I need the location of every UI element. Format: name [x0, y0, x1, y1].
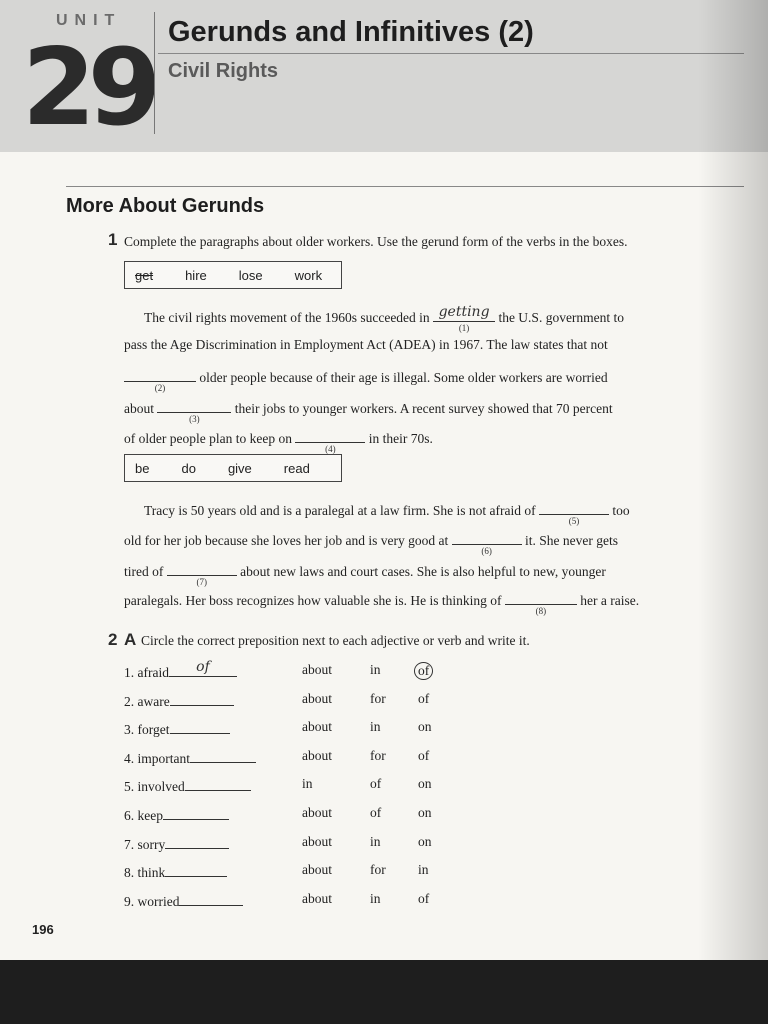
- word-box-2-word: be: [135, 460, 150, 476]
- answer-blank[interactable]: [169, 659, 237, 677]
- preposition-option[interactable]: on: [418, 805, 432, 820]
- blank-2[interactable]: [124, 367, 196, 393]
- p1-line-2: pass the Age Discrimination in Employment Act (ADEA) in 1967. The law states that not: [124, 337, 608, 352]
- title-rule: [158, 53, 744, 54]
- exercise-2-row: [124, 659, 444, 680]
- exercise-2-row: [124, 748, 444, 766]
- text: of older people plan to keep on: [124, 431, 292, 446]
- p2-line-4: [124, 590, 640, 616]
- word-box-1-word: get: [135, 267, 154, 283]
- preposition-option[interactable]: on: [418, 776, 432, 792]
- preposition-option[interactable]: about: [302, 690, 332, 706]
- preposition-option[interactable]: of: [418, 747, 430, 763]
- text: the U.S. government to: [498, 310, 625, 325]
- answer-text: of: [196, 659, 210, 675]
- preposition-option[interactable]: in: [370, 833, 381, 849]
- item-label: 2. aware: [124, 693, 170, 709]
- p1-line-5: [124, 428, 433, 454]
- exercise-2-row: [124, 719, 444, 737]
- exercise-2-row: [124, 891, 444, 909]
- exercise-1-number: 1: [108, 230, 118, 249]
- header-divider: [154, 12, 155, 134]
- word-box-2-word: read: [283, 460, 310, 476]
- answer-blank[interactable]: [163, 805, 229, 820]
- exercise-2-item: [124, 748, 256, 767]
- answer-blank[interactable]: [170, 719, 230, 734]
- exercise-2-row: [124, 862, 444, 880]
- preposition-option[interactable]: for: [370, 747, 386, 763]
- word-box-1-word: lose: [238, 267, 263, 283]
- answer-blank[interactable]: [190, 748, 256, 763]
- blank-number: (5): [568, 516, 580, 526]
- exercise-2-item: [124, 719, 230, 738]
- item-label: 8. think: [124, 865, 166, 881]
- p2-line-3: [124, 561, 606, 587]
- blank-number: (3): [189, 414, 200, 424]
- exercise-2-row: [124, 776, 444, 794]
- blank-number: (6): [481, 546, 492, 556]
- exercise-2-part: A: [124, 630, 137, 649]
- item-label: 4. important: [124, 750, 190, 766]
- blank-6[interactable]: [452, 530, 522, 556]
- exercise-2-instruction: Circle the correct preposition next to each adjective or verb and write it.: [141, 633, 530, 648]
- preposition-option[interactable]: for: [370, 690, 386, 706]
- preposition-option[interactable]: of: [414, 662, 433, 680]
- exercise-2-item: [124, 691, 234, 710]
- preposition-option[interactable]: on: [418, 833, 432, 849]
- text: older people because of their age is illegal. Some older workers are worried: [199, 370, 608, 385]
- exercise-2-item: [124, 862, 227, 881]
- preposition-option[interactable]: in: [302, 776, 313, 792]
- preposition-option[interactable]: about: [302, 719, 332, 735]
- preposition-option[interactable]: about: [302, 833, 332, 849]
- exercise-2-item: [124, 776, 251, 795]
- word-box-2: [124, 454, 342, 482]
- text: their jobs to younger workers. A recent survey showed that 70 percent: [234, 401, 613, 416]
- text: it. She never gets: [525, 533, 619, 548]
- p1-line-1: [144, 304, 625, 333]
- exercise-2-item: [124, 891, 243, 910]
- text: her a raise.: [580, 593, 640, 608]
- preposition-option[interactable]: in: [370, 719, 381, 735]
- blank-1[interactable]: [433, 304, 495, 333]
- text: tired of: [124, 564, 164, 579]
- p2-line-2: [124, 530, 619, 556]
- text: old for her job because she loves her job and is very good at: [124, 533, 449, 548]
- answer-blank[interactable]: [185, 776, 251, 791]
- word-box-2-word: give: [227, 460, 252, 476]
- unit-label: UNIT: [56, 12, 122, 29]
- preposition-option[interactable]: for: [370, 862, 386, 878]
- preposition-option[interactable]: on: [418, 719, 432, 735]
- answer-blank[interactable]: [179, 891, 243, 906]
- preposition-option[interactable]: in: [418, 862, 429, 878]
- word-box-1-word: hire: [185, 267, 207, 283]
- answer-blank[interactable]: [170, 691, 234, 706]
- section-rule: [66, 186, 744, 187]
- item-label: 6. keep: [124, 808, 163, 823]
- preposition-option[interactable]: about: [302, 805, 332, 820]
- preposition-option[interactable]: about: [302, 747, 332, 763]
- item-label: 5. involved: [124, 779, 185, 795]
- text: Tracy is 50 years old and is a paralegal at a law firm. She is not afraid of: [144, 503, 536, 518]
- preposition-option[interactable]: about: [302, 662, 332, 677]
- exercise-2-number: 2: [108, 630, 118, 649]
- text: about new laws and court cases. She is also helpful to new, younger: [240, 564, 606, 579]
- text: in their 70s.: [368, 431, 433, 446]
- blank-4[interactable]: [295, 428, 365, 454]
- p1-line-4: [124, 398, 613, 424]
- unit-title: Gerunds and Infinitives (2): [168, 16, 534, 48]
- item-label: 3. forget: [124, 722, 170, 738]
- preposition-option[interactable]: about: [302, 890, 332, 906]
- text: about: [124, 401, 154, 416]
- preposition-option[interactable]: of: [418, 890, 430, 906]
- preposition-option[interactable]: in: [370, 890, 381, 906]
- item-label: 1. afraid: [124, 665, 169, 680]
- blank-number: (8): [535, 606, 547, 616]
- preposition-option[interactable]: of: [370, 776, 382, 792]
- answer-blank[interactable]: [165, 834, 229, 849]
- page-number: 196: [32, 922, 54, 937]
- exercise-2-row: [124, 834, 444, 852]
- item-label: 9. worried: [124, 893, 180, 909]
- exercise-2-item: [124, 805, 229, 824]
- word-box-1: [124, 261, 342, 289]
- item-label: 7. sorry: [124, 836, 166, 852]
- text: paralegals. Her boss recognizes how valuable she is. He is thinking of: [124, 593, 502, 608]
- blank-number: (2): [154, 383, 166, 393]
- answer-blank[interactable]: [165, 862, 227, 877]
- preposition-option[interactable]: of: [370, 805, 382, 820]
- blank-number: (7): [196, 577, 207, 587]
- p2-line-1: [144, 500, 630, 526]
- text: too: [612, 503, 630, 518]
- text: The civil rights movement of the 1960s succeeded in: [144, 310, 430, 325]
- p1-line-3: [124, 367, 608, 393]
- exercise-2-row: [124, 805, 444, 823]
- answer-1: getting: [438, 304, 490, 320]
- section-title: More About Gerunds: [66, 195, 265, 217]
- blank-5[interactable]: [539, 500, 609, 526]
- preposition-option[interactable]: of: [418, 690, 430, 706]
- blank-7[interactable]: [167, 561, 237, 587]
- preposition-option[interactable]: about: [302, 862, 332, 878]
- exercise-2-item: [124, 659, 237, 681]
- blank-number: (1): [458, 323, 470, 333]
- word-box-1-word: work: [294, 267, 323, 283]
- exercise-2-item: [124, 834, 229, 853]
- blank-8[interactable]: [505, 590, 577, 616]
- unit-number: 29: [22, 26, 154, 149]
- preposition-option[interactable]: in: [370, 662, 381, 677]
- word-box-2-word: do: [181, 460, 196, 476]
- unit-subtitle: Civil Rights: [168, 60, 279, 82]
- blank-3[interactable]: [157, 398, 231, 424]
- exercise-1-instruction: Complete the paragraphs about older workers. Use the gerund form of the verbs in the boxes.: [124, 234, 628, 249]
- exercise-2-row: [124, 691, 444, 709]
- blank-number: (4): [325, 444, 336, 454]
